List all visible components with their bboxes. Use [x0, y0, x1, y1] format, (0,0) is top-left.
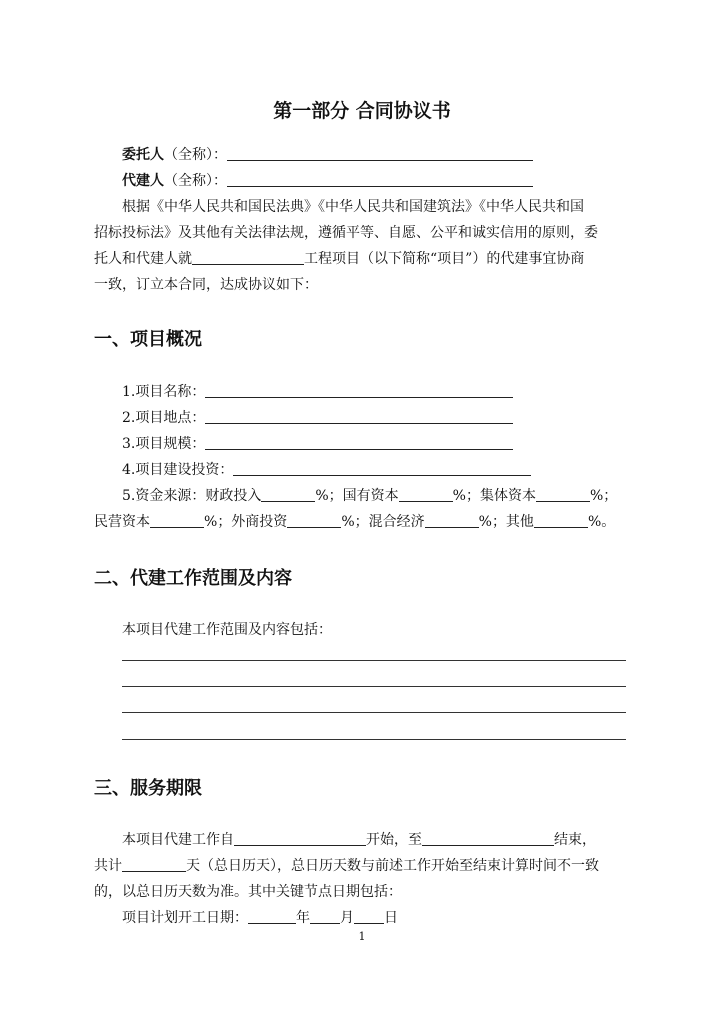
project-investment-item	[122, 460, 531, 480]
agent-label: 代建人	[122, 173, 164, 189]
day-label: 日	[384, 910, 398, 926]
pct-1: %	[315, 488, 329, 504]
funding-source-line2	[94, 512, 615, 532]
project-name-field	[205, 382, 513, 398]
end-label: 结束，	[554, 832, 596, 848]
project-location-item	[122, 408, 513, 428]
project-investment-field	[233, 460, 531, 476]
principal-label: 委托人	[122, 147, 164, 163]
project-scale-label: 3.项目规模：	[122, 436, 206, 452]
agent-note: （全称）：	[164, 173, 227, 189]
pct-3: %	[589, 488, 604, 504]
intro-para-line3	[94, 249, 584, 269]
pct-2: %	[452, 488, 466, 504]
private-capital-blank	[150, 512, 204, 528]
scope-blank-line-3	[122, 712, 626, 713]
fiscal-label: 5.资金来源：财政投入	[122, 488, 262, 504]
collective-capital-label: ；集体资本	[465, 488, 536, 504]
agent-line	[122, 171, 533, 191]
private-capital-label: 民营资本	[94, 514, 150, 530]
project-scale-field	[205, 434, 513, 450]
other-blank	[534, 512, 588, 528]
year-label: 年	[296, 910, 310, 926]
month-label: 月	[340, 910, 354, 926]
start-date-blank	[234, 830, 366, 846]
collective-capital-blank	[536, 486, 590, 502]
other-label: ；其他	[491, 514, 534, 530]
funding-source-line1	[122, 486, 617, 506]
page-number: 1	[358, 930, 366, 943]
mixed-economy-label: ；混合经济	[354, 514, 425, 530]
project-name-blank	[192, 249, 304, 265]
scope-blank-line-2	[122, 686, 626, 687]
section1-heading: 一、项目概况	[94, 329, 202, 350]
to-label: 开始，至	[366, 832, 422, 848]
state-capital-blank	[399, 486, 453, 502]
project-location-label: 2.项目地点：	[122, 410, 206, 426]
principal-line	[122, 145, 533, 165]
service-period-line3: 的，以总日历天数为准。其中关键节点日期包括：	[94, 884, 402, 900]
total-days-text: 天（总日历天），总日历天数与前述工作开始至结束计算时间不一致	[186, 858, 599, 874]
intro-para-line1: 根据《中华人民共和国民法典》《中华人民共和国建筑法》《中华人民共和国	[122, 199, 584, 215]
total-days-blank	[122, 856, 186, 872]
project-scale-item	[122, 434, 513, 454]
semicolon-end: ；	[603, 488, 618, 504]
project-name-item	[122, 382, 513, 402]
foreign-investment-label: ；外商投资	[217, 514, 288, 530]
pct-4: %	[204, 514, 218, 530]
scope-intro: 本项目代建工作范围及内容包括：	[122, 622, 332, 638]
project-location-field	[205, 408, 513, 424]
page-title: 第一部分 合同协议书	[273, 100, 451, 122]
intro-para-line4: 一致，订立本合同，达成协议如下：	[94, 277, 318, 293]
section3-heading: 三、服务期限	[94, 778, 202, 799]
state-capital-label: ；国有资本	[328, 488, 399, 504]
project-investment-label: 4.项目建设投资：	[122, 462, 234, 478]
pct-5: %	[341, 514, 355, 530]
month-blank	[310, 908, 340, 924]
principal-blank	[227, 145, 533, 161]
fiscal-blank	[261, 486, 315, 502]
end-date-blank	[422, 830, 554, 846]
scope-blank-line-1	[122, 660, 626, 661]
start-label: 本项目代建工作自	[122, 832, 234, 848]
planned-start-date	[122, 908, 398, 928]
planned-start-label: 项目计划开工日期：	[122, 910, 248, 926]
scope-blank-line-4	[122, 739, 626, 740]
intro-para-line3-post: 工程项目（以下简称“项目”）的代建事宜协商	[304, 251, 585, 267]
intro-para-line2: 招标投标法》及其他有关法律法规，遵循平等、自愿、公平和诚实信用的原则，委	[94, 225, 598, 241]
year-blank	[248, 908, 296, 924]
principal-note: （全称）：	[164, 147, 227, 163]
service-period-line1	[122, 830, 596, 850]
intro-para-line3-pre: 托人和代建人就	[94, 251, 192, 267]
section2-heading: 二、代建工作范围及内容	[94, 568, 292, 589]
project-name-label: 1.项目名称：	[122, 384, 206, 400]
service-period-line2	[94, 856, 599, 876]
agent-blank	[227, 171, 533, 187]
pct-6: %	[478, 514, 492, 530]
period-end: %。	[587, 514, 616, 530]
total-label: 共计	[94, 858, 122, 874]
mixed-economy-blank	[425, 512, 479, 528]
foreign-investment-blank	[287, 512, 341, 528]
day-blank	[354, 908, 384, 924]
